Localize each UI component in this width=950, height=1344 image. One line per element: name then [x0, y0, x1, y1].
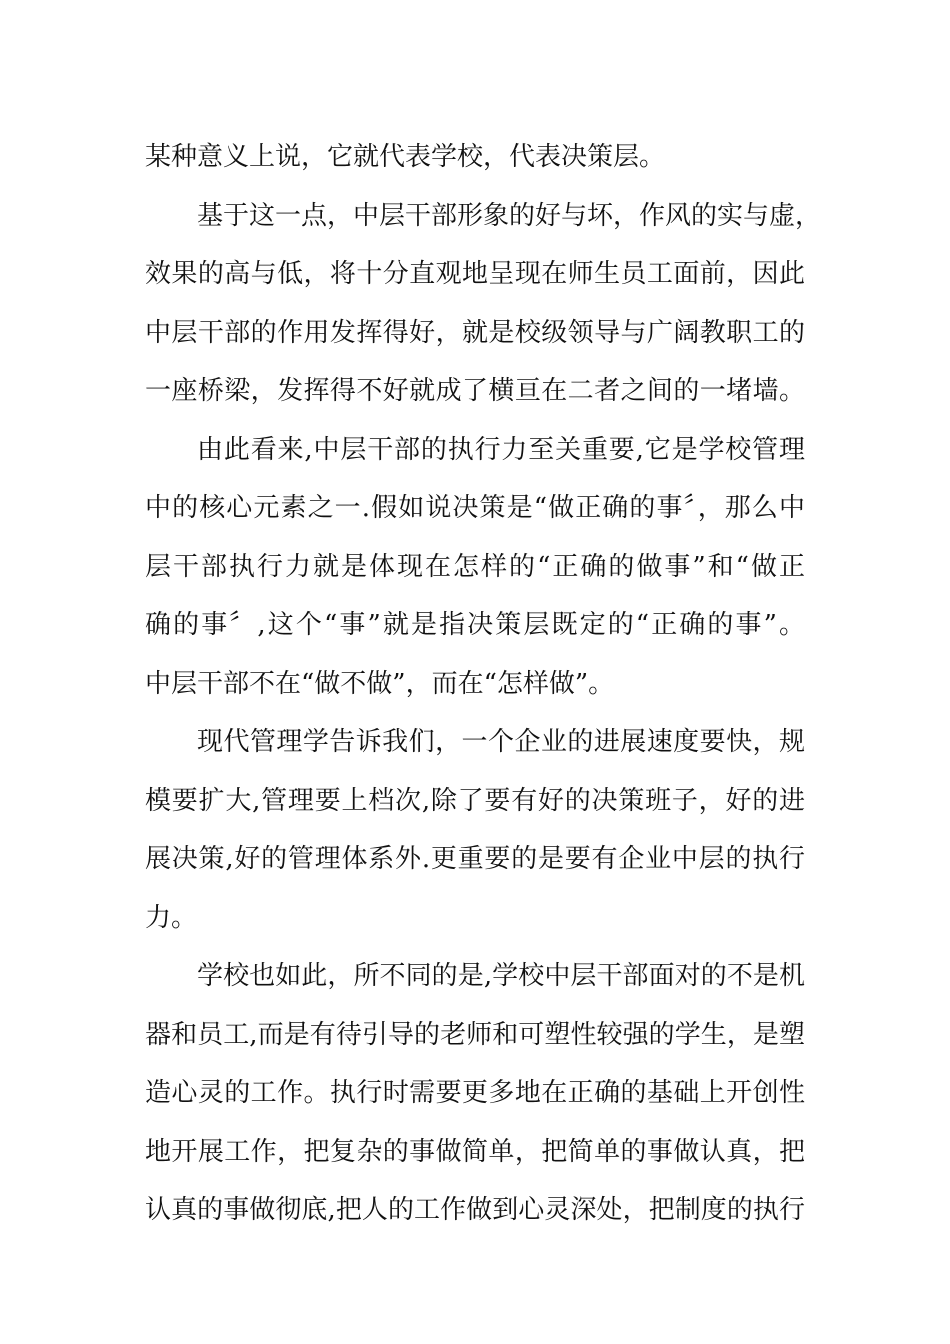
text-line: 中层干部不在“做不做”，而在“怎样做”。 — [145, 668, 615, 699]
text-line: 现代管理学告诉我们，一个企业的进展速度要快，规 — [197, 727, 805, 757]
body-text — [145, 128, 822, 1240]
text-line: 由此看来,中层干部的执行力至关重要,它是学校管理 — [197, 434, 805, 465]
text-line: 效果的高与低，将十分直观地呈现在师生员工面前，因此 — [145, 259, 805, 289]
text-line: 基于这一点，中层干部形象的好与坏，作风的实与虚， — [197, 200, 822, 231]
text-line: 确的事〞,这个“事”就是指决策层既定的“正确的事”。 — [145, 610, 805, 640]
text-line: 层干部执行力就是体现在怎样的“正确的做事”和“做正 — [145, 551, 805, 582]
text-line: 中的核心元素之一.假如说决策是“做正确的事〞，那么中 — [145, 493, 805, 523]
text-line: 展决策,好的管理体系外.更重要的是要有企业中层的执行 — [145, 844, 805, 874]
text-line: 某种意义上说，它就代表学校，代表决策层。 — [145, 142, 666, 172]
text-line: 地开展工作，把复杂的事做简单，把简单的事做认真，把 — [145, 1136, 805, 1167]
text-line: 模要扩大,管理要上档次,除了要有好的决策班子，好的进 — [145, 785, 805, 816]
text-line: 器和员工,而是有待引导的老师和可塑性较强的学生，是塑 — [145, 1019, 805, 1050]
text-line: 一座桥梁，发挥得不好就成了横亘在二者之间的一堵墙。 — [145, 376, 805, 406]
text-line: 学校也如此，所不同的是,学校中层干部面对的不是机 — [197, 961, 805, 991]
text-line: 力。 — [145, 902, 198, 933]
text-line: 认真的事做彻底,把人的工作做到心灵深处，把制度的执行 — [145, 1195, 805, 1225]
text-line: 造心灵的工作。执行时需要更多地在正确的基础上开创性 — [145, 1078, 805, 1108]
text-line: 中层干部的作用发挥得好，就是校级领导与广阔教职工的 — [145, 317, 805, 348]
